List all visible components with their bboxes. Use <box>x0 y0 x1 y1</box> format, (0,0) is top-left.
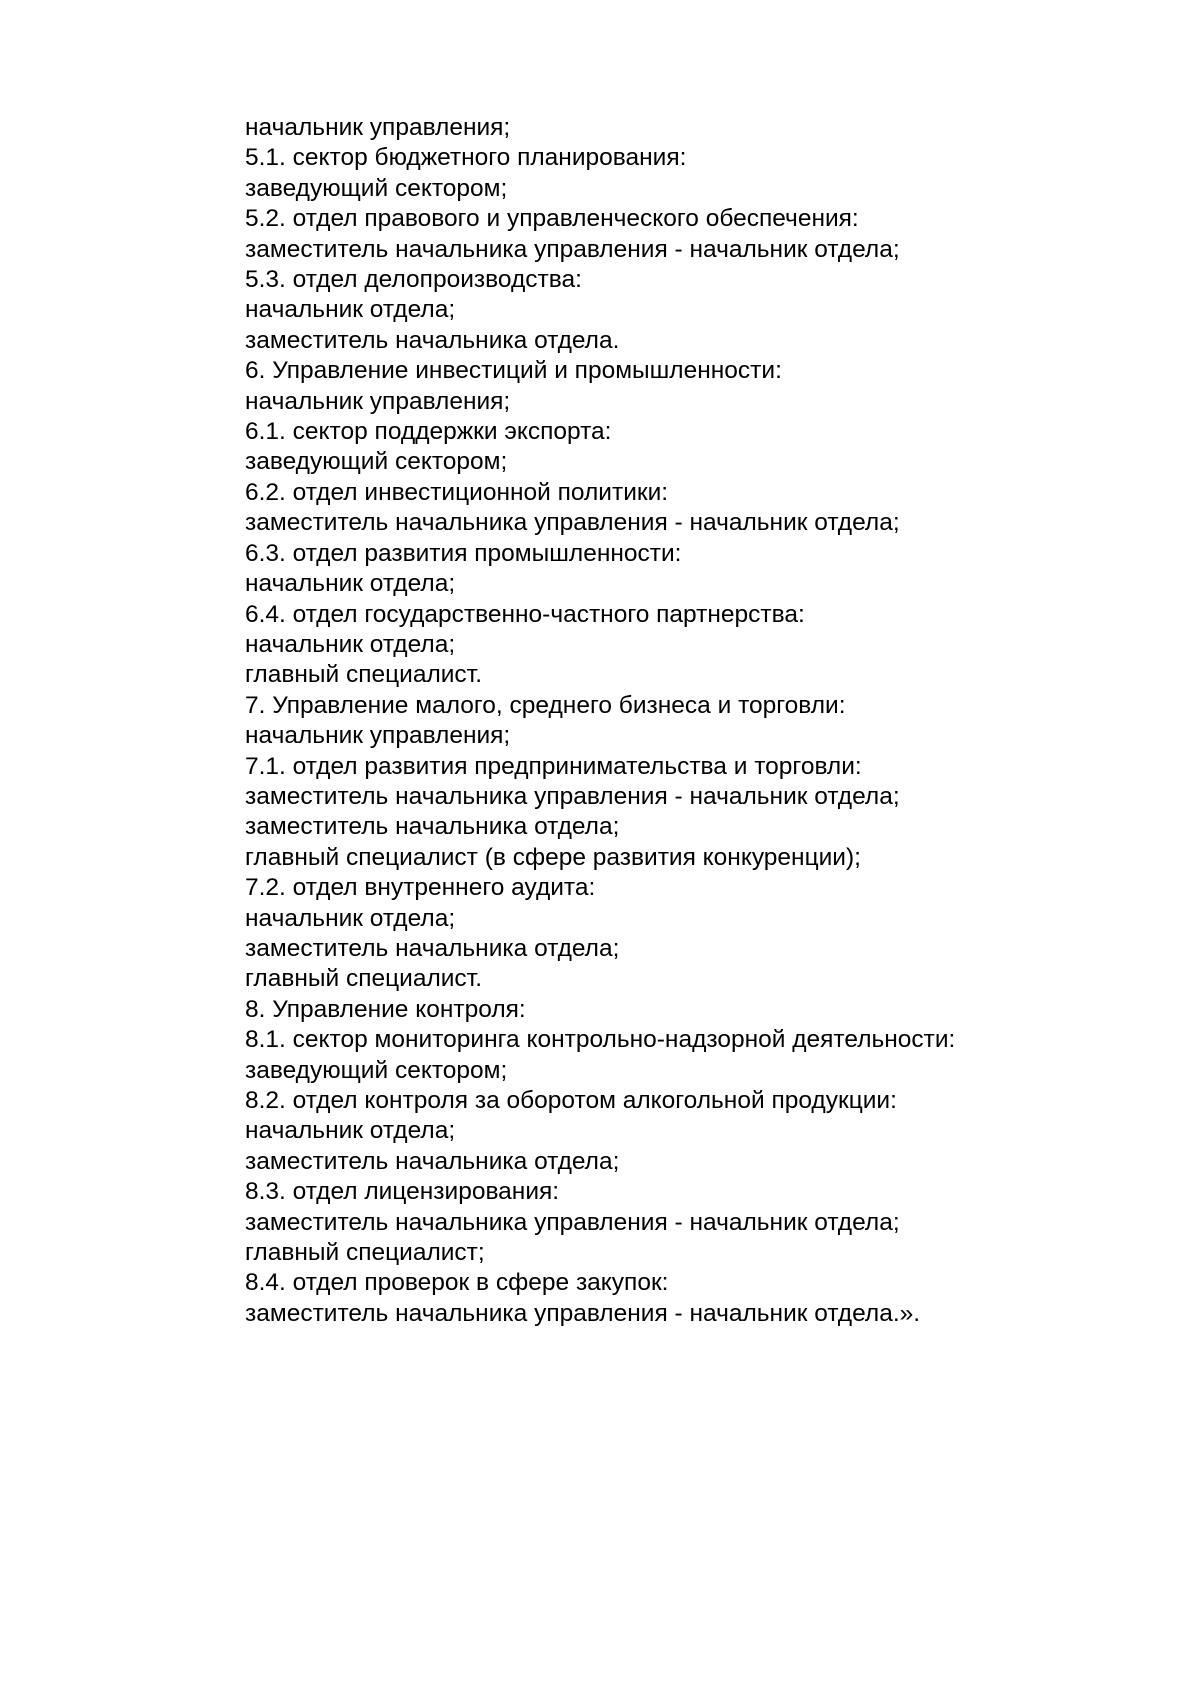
text-line: главный специалист (в сфере развития конкуренции); <box>245 843 861 871</box>
text-line: начальник управления; <box>245 114 511 141</box>
text-line: заместитель начальника управления - начальник отдела; <box>245 1208 900 1236</box>
text-line: заместитель начальника управления - начальник отдела; <box>245 782 900 810</box>
text-line: главный специалист. <box>245 661 482 689</box>
text-line: 8.1. сектор мониторинга контрольно-надзорной деятельности: <box>245 1026 956 1054</box>
text-line: 6.3. отдел развития промышленности: <box>245 539 682 567</box>
text-line: 7. Управление малого, среднего бизнеса и торговли: <box>245 691 846 719</box>
text-line: начальник отдела; <box>245 570 456 598</box>
text-line: заместитель начальника отдела; <box>245 934 620 962</box>
document-text <box>245 113 1145 1329</box>
text-line: заведующий сектором; <box>245 448 508 476</box>
text-line: 6.4. отдел государственно-частного партнерства: <box>245 600 805 628</box>
text-line: заместитель начальника отдела; <box>245 813 620 841</box>
text-line: заведующий сектором; <box>245 174 508 202</box>
text-line: 8.3. отдел лицензирования: <box>245 1178 560 1206</box>
text-line: заместитель начальника управления - начальник отдела; <box>245 509 900 537</box>
text-line: 6. Управление инвестиций и промышленности: <box>245 357 782 385</box>
text-line: начальник отдела; <box>245 296 456 324</box>
text-line: 6.1. сектор поддержки экспорта: <box>245 418 612 446</box>
text-line: главный специалист. <box>245 965 482 993</box>
text-line: главный специалист; <box>245 1239 485 1267</box>
text-line: 7.2. отдел внутреннего аудита: <box>245 874 596 902</box>
text-line: 5.3. отдел делопроизводства: <box>245 266 582 294</box>
text-line: заведующий сектором; <box>245 1056 508 1084</box>
text-line: 8.4. отдел проверок в сфере закупок: <box>245 1269 669 1297</box>
text-line: заместитель начальника отдела; <box>245 1147 620 1175</box>
text-line: 7.1. отдел развития предпринимательства и торговли: <box>245 752 862 780</box>
text-line: начальник отдела; <box>245 630 456 658</box>
text-line: заместитель начальника отдела. <box>245 326 620 354</box>
text-line: заместитель начальника управления - начальник отдела.». <box>245 1299 921 1327</box>
text-line: начальник управления; <box>245 722 511 750</box>
text-line: заместитель начальника управления - начальник отдела; <box>245 235 900 263</box>
text-line: 8. Управление контроля: <box>245 995 526 1023</box>
text-line: начальник отдела; <box>245 904 456 932</box>
text-line: 5.1. сектор бюджетного планирования: <box>245 144 687 172</box>
text-line: 8.2. отдел контроля за оборотом алкогольной продукции: <box>245 1087 897 1114</box>
text-line: начальник отдела; <box>245 1117 456 1145</box>
text-line: 5.2. отдел правового и управленческого обеспечения: <box>245 205 859 233</box>
text-line: 6.2. отдел инвестиционной политики: <box>245 478 669 506</box>
text-line: начальник управления; <box>245 387 511 415</box>
